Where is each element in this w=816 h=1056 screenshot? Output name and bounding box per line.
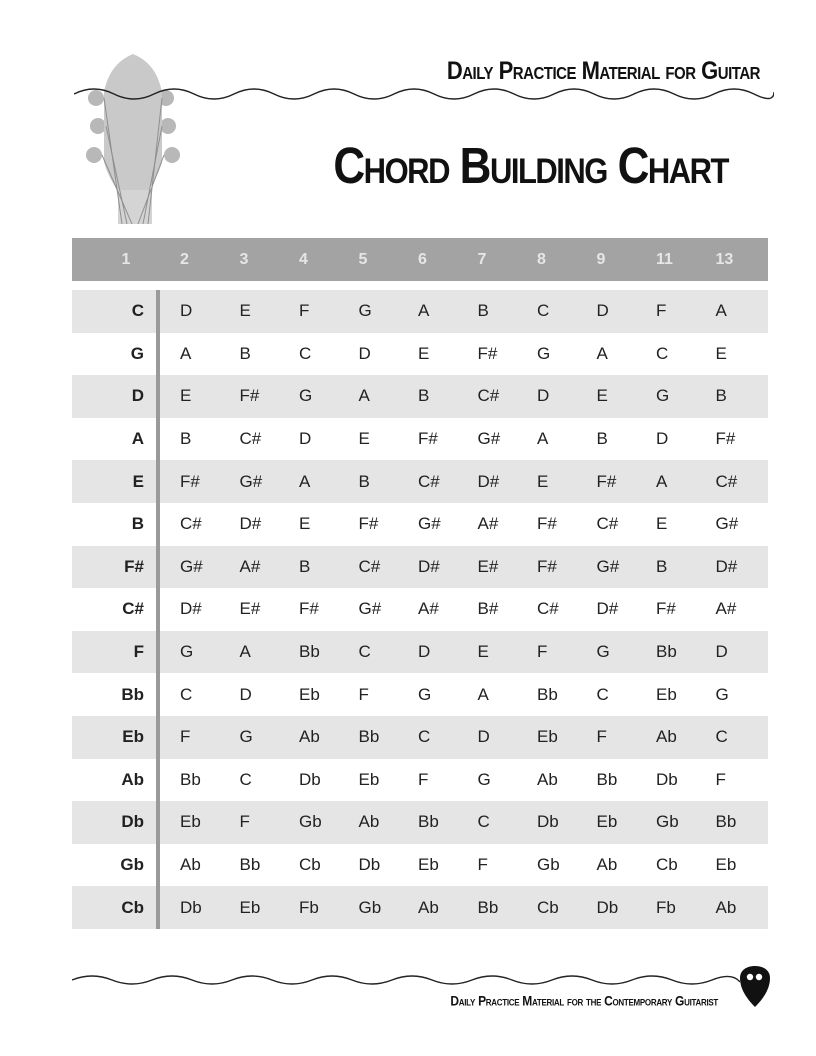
interval-note-cell: D	[180, 301, 193, 321]
interval-note-cell: A	[715, 301, 727, 321]
interval-note-cell: Bb	[656, 642, 677, 662]
interval-note-cell: C	[596, 684, 609, 704]
interval-note-cell: E	[358, 429, 370, 449]
column-header: 6	[418, 250, 427, 268]
interval-note-cell: C	[715, 727, 728, 747]
interval-note-cell: A	[299, 471, 311, 491]
root-note-cell: C#	[122, 599, 144, 619]
series-title: Daily Practice Material for Guitar	[446, 56, 760, 85]
column-header: 2	[180, 250, 189, 268]
interval-note-cell: F#	[358, 514, 379, 534]
interval-note-cell: G	[715, 684, 729, 704]
interval-note-cell: C	[537, 301, 550, 321]
interval-note-cell: Cb	[656, 855, 678, 875]
root-note-cell: Db	[121, 812, 144, 832]
interval-note-cell: Eb	[418, 855, 439, 875]
interval-note-cell: Eb	[239, 897, 261, 917]
table-row	[72, 333, 768, 376]
interval-note-cell: C	[239, 769, 252, 789]
table-row	[72, 418, 768, 461]
interval-note-cell: A	[358, 386, 370, 406]
interval-note-cell: A	[477, 684, 489, 704]
interval-note-cell: G	[596, 642, 610, 662]
interval-note-cell: G	[239, 727, 253, 747]
interval-note-cell: G#	[418, 514, 441, 534]
guitar-headstock-icon	[78, 52, 188, 224]
interval-note-cell: B	[656, 556, 668, 576]
footer-wave-divider	[72, 970, 740, 994]
interval-note-cell: F#	[239, 386, 260, 406]
interval-note-cell: Ab	[180, 855, 201, 875]
interval-note-cell: Eb	[180, 812, 201, 832]
interval-note-cell: Ab	[358, 812, 380, 832]
root-note-cell: Gb	[120, 855, 144, 875]
interval-note-cell: C#	[477, 386, 500, 406]
interval-note-cell: D	[239, 684, 252, 704]
interval-note-cell: F	[537, 642, 548, 662]
interval-note-cell: B	[477, 301, 489, 321]
interval-note-cell: D	[299, 429, 312, 449]
interval-note-cell: G	[477, 769, 491, 789]
interval-note-cell: G#	[477, 429, 501, 449]
interval-note-cell: D	[656, 429, 669, 449]
interval-note-cell: D	[596, 301, 609, 321]
interval-note-cell: D#	[239, 514, 262, 534]
interval-note-cell: G#	[596, 556, 620, 576]
interval-note-cell: G	[299, 386, 313, 406]
interval-note-cell: Eb	[299, 684, 320, 704]
chord-building-table	[72, 238, 768, 929]
interval-note-cell: B	[299, 556, 311, 576]
interval-note-cell: Ab	[656, 727, 677, 747]
column-header: 8	[537, 250, 546, 268]
interval-note-cell: Db	[358, 855, 381, 875]
interval-note-cell: D	[537, 386, 550, 406]
interval-note-cell: F#	[656, 599, 676, 619]
interval-note-cell: B#	[477, 599, 499, 619]
interval-note-cell: E	[715, 343, 727, 363]
interval-note-cell: B	[418, 386, 430, 406]
column-header: 7	[477, 250, 487, 268]
interval-note-cell: G	[656, 386, 670, 406]
column-header: 9	[596, 250, 606, 268]
interval-note-cell: F#	[299, 599, 319, 619]
interval-note-cell: E	[537, 471, 549, 491]
interval-note-cell: Fb	[299, 897, 319, 917]
interval-note-cell: C	[358, 642, 371, 662]
column-header: 4	[299, 250, 308, 268]
interval-note-cell: F#	[715, 429, 736, 449]
column-header: 5	[358, 250, 368, 268]
interval-note-cell: G	[180, 642, 194, 662]
interval-note-cell: G#	[180, 556, 203, 576]
table-row	[72, 759, 768, 802]
root-note-cell: B	[131, 514, 144, 534]
interval-note-cell: C#	[715, 471, 738, 491]
interval-note-cell: Db	[656, 769, 678, 789]
interval-note-cell: F#	[537, 514, 557, 534]
interval-note-cell: E	[418, 343, 430, 363]
interval-note-cell: D	[477, 727, 490, 747]
interval-note-cell: E	[477, 642, 489, 662]
table-row	[72, 673, 768, 716]
interval-note-cell: Bb	[418, 812, 439, 832]
root-note-cell: G	[130, 343, 144, 363]
interval-note-cell: Bb	[358, 727, 380, 747]
interval-note-cell: Eb	[656, 684, 677, 704]
table-row	[72, 631, 768, 674]
interval-note-cell: A	[418, 301, 430, 321]
table-row	[72, 844, 768, 887]
interval-note-cell: C	[299, 343, 312, 363]
interval-note-cell: A#	[418, 599, 439, 619]
table-row	[72, 588, 768, 631]
root-note-cell: C	[131, 301, 144, 321]
interval-note-cell: Bb	[299, 642, 320, 662]
interval-note-cell: B	[180, 429, 192, 449]
interval-note-cell: A#	[477, 514, 499, 534]
interval-note-cell: C	[656, 343, 669, 363]
interval-note-cell: E	[656, 514, 668, 534]
interval-note-cell: C	[477, 812, 490, 832]
interval-note-cell: Bb	[239, 855, 261, 875]
interval-note-cell: A#	[239, 556, 261, 576]
interval-note-cell: Eb	[358, 769, 380, 789]
interval-note-cell: A	[239, 642, 251, 662]
interval-note-cell: F#	[418, 429, 438, 449]
interval-note-cell: F	[656, 301, 667, 321]
interval-note-cell: Gb	[537, 855, 560, 875]
guitar-pick-logo-icon	[738, 964, 772, 1008]
interval-note-cell: Db	[299, 769, 321, 789]
column-header: 11	[656, 250, 673, 268]
interval-note-cell: A	[180, 343, 192, 363]
interval-note-cell: G#	[358, 599, 382, 619]
table-row	[72, 375, 768, 418]
root-note-cell: Ab	[121, 769, 144, 789]
interval-note-cell: D	[358, 343, 371, 363]
interval-note-cell: Bb	[477, 897, 499, 917]
interval-note-cell: Eb	[596, 812, 618, 832]
interval-note-cell: F#	[180, 471, 200, 491]
interval-note-cell: Bb	[537, 684, 558, 704]
interval-note-cell: Gb	[299, 812, 322, 832]
interval-note-cell: C#	[596, 514, 619, 534]
interval-note-cell: Db	[596, 897, 619, 917]
page-title: Chord Building Chart	[333, 138, 728, 195]
interval-note-cell: F	[418, 769, 429, 789]
interval-note-cell: Bb	[180, 769, 201, 789]
root-column-divider	[156, 290, 160, 929]
root-note-cell: E	[132, 471, 144, 491]
root-note-cell: F	[133, 642, 144, 662]
table-body	[72, 290, 768, 929]
interval-note-cell: F	[239, 812, 250, 832]
interval-note-cell: G	[358, 301, 372, 321]
interval-note-cell: Bb	[596, 769, 618, 789]
root-note-cell: F#	[124, 556, 144, 576]
interval-note-cell: D#	[180, 599, 202, 619]
interval-note-cell: A	[537, 429, 549, 449]
interval-note-cell: F	[358, 684, 369, 704]
interval-note-cell: Eb	[537, 727, 558, 747]
footer-title: Daily Practice Material for the Contemporary Guitarist	[450, 993, 718, 1010]
interval-note-cell: B	[239, 343, 251, 363]
interval-note-cell: Cb	[299, 855, 321, 875]
table-row	[72, 503, 768, 546]
interval-note-cell: Eb	[715, 855, 737, 875]
interval-note-cell: G	[418, 684, 432, 704]
interval-note-cell: F	[596, 727, 607, 747]
interval-note-cell: B	[596, 429, 608, 449]
interval-note-cell: D#	[477, 471, 500, 491]
table-row	[72, 716, 768, 759]
interval-note-cell: Gb	[656, 812, 679, 832]
table-row	[72, 460, 768, 503]
interval-note-cell: Db	[180, 897, 202, 917]
interval-note-cell: Bb	[715, 812, 737, 832]
interval-note-cell: Fb	[656, 897, 676, 917]
interval-note-cell: F	[299, 301, 310, 321]
table-row	[72, 886, 768, 929]
interval-note-cell: D	[418, 642, 431, 662]
root-note-cell: Cb	[121, 897, 144, 917]
interval-note-cell: F#	[537, 556, 557, 576]
interval-note-cell: C	[180, 684, 193, 704]
interval-note-cell: A	[656, 471, 668, 491]
interval-note-cell: Ab	[715, 897, 737, 917]
interval-note-cell: Db	[537, 812, 559, 832]
interval-note-cell: C#	[537, 599, 559, 619]
interval-note-cell: C#	[239, 429, 262, 449]
root-note-cell: Eb	[122, 727, 144, 747]
interval-note-cell: G#	[239, 471, 263, 491]
interval-note-cell: Ab	[596, 855, 618, 875]
interval-note-cell: B	[715, 386, 727, 406]
interval-note-cell: F#	[477, 343, 498, 363]
interval-note-cell: E	[596, 386, 608, 406]
interval-note-cell: Gb	[358, 897, 382, 917]
interval-note-cell: Ab	[299, 727, 320, 747]
root-note-cell: A	[131, 429, 144, 449]
column-header: 3	[239, 250, 249, 268]
column-header: 1	[121, 250, 131, 268]
interval-note-cell: E#	[477, 556, 499, 576]
interval-note-cell: D#	[596, 599, 619, 619]
interval-note-cell: D#	[715, 556, 738, 576]
interval-note-cell: G#	[715, 514, 739, 534]
interval-note-cell: A#	[715, 599, 737, 619]
interval-note-cell: C#	[418, 471, 440, 491]
interval-note-cell: G	[537, 343, 551, 363]
interval-note-cell: E#	[239, 599, 261, 619]
interval-note-cell: B	[358, 471, 370, 491]
interval-note-cell: D	[715, 642, 728, 662]
table-row	[72, 801, 768, 844]
interval-note-cell: E	[180, 386, 192, 406]
table-row	[72, 290, 768, 333]
interval-note-cell: A	[596, 343, 608, 363]
interval-note-cell: E	[239, 301, 251, 321]
interval-note-cell: E	[299, 514, 311, 534]
interval-note-cell: Ab	[537, 769, 558, 789]
root-note-cell: Bb	[121, 684, 144, 704]
root-note-cell: D	[131, 386, 144, 406]
interval-note-cell: F#	[596, 471, 617, 491]
interval-note-cell: C#	[180, 514, 202, 534]
interval-note-cell: F	[180, 727, 191, 747]
interval-note-cell: Ab	[418, 897, 439, 917]
interval-note-cell: D#	[418, 556, 440, 576]
interval-note-cell: F	[477, 855, 488, 875]
interval-note-cell: F	[715, 769, 726, 789]
interval-note-cell: Cb	[537, 897, 559, 917]
table-row	[72, 546, 768, 589]
table-header-row	[72, 238, 768, 281]
interval-note-cell: C	[418, 727, 431, 747]
column-header: 13	[715, 250, 734, 268]
interval-note-cell: C#	[358, 556, 381, 576]
